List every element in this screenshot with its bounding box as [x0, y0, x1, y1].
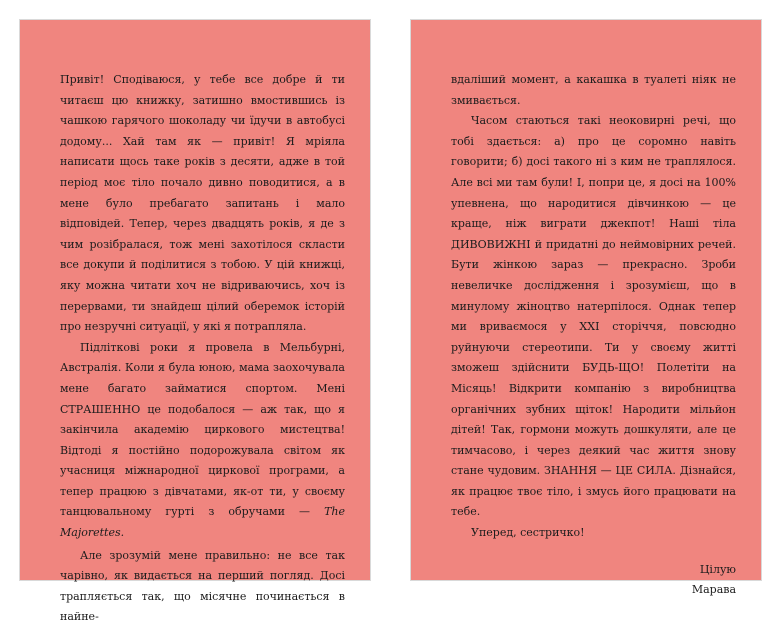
right-page-text	[451, 70, 736, 601]
troupe-name: The Majorettes.	[60, 505, 345, 540]
signature-block	[451, 560, 736, 601]
right-page	[411, 20, 761, 597]
paragraph-intro: Привіт! Сподіваюся, у тебе все добре й ти читаєш цю книжку, затишно вмостившись із чашкою гарячого шоколаду чи їдучи в автобусі додому... Хай там як — привіт! Я мріяла написати щось таке років з десяти, адже в той період моє тіло почало дивно поводитися, а в мене було пребагато запитань і мало відповідей. Тепер, через двадцять років, я де з чим розібралася, тож мені захотілося скласти все докупи й поділитися з тобою. У цій книжці, яку можна читати хоч не відриваючись, хоч із перервами, ти знайдеш цілий оберемок історій про незручні ситуації, у які я потрапляла.	[60, 73, 345, 334]
signature-name: Марава	[691, 583, 736, 597]
left-page	[20, 20, 370, 624]
paragraph-forward: Уперед, сестричко!	[471, 526, 585, 540]
left-page-text	[60, 70, 345, 628]
paragraph-understand: Але зрозумій мене правильно: не все так чарівно, як видається на перший погляд. Досі трапляється так, що місячне починається в найне-	[60, 548, 345, 624]
paragraph-teen-years	[60, 338, 345, 544]
signature-closing: Цілую	[699, 562, 736, 576]
paragraph-awkward-things: Часом стаються такі неоковирні речі, що тобі здається: а) про це соромно навіть говорити; б) досі такого ні з ким не траплялося. Але всі ми там були! І, попри це, я досі на 100% упевнена, що народитися дівчинкою — це краще, ніж виграти джекпот! Наші тіла ДИВОВИЖНІ й придатні до неймовірних речей. Бути жінкою зараз — прекрасно. Зроби невеличке дослідження і зрозумієш, що в минулому жіноцтво натерпілося. Однак тепер ми вриваємося у ХХІ сторіччя, повсюдно руйнуючи стереотипи. Ти у своєму житті зможеш здійснити БУДЬ-ЩО! Полетіти на Місяць! Відкрити компанію з виробництва органічних зубних щіток! Народити мільйон дітей! Так, гормони можуть дошкуляти, але це тимчасово, і через деякий час життя знову стане чудовим. ЗНАННЯ — ЦЕ СИЛА. Дізнайся, як працює твоє тіло, і змусь його працювати на тебе.	[451, 114, 736, 519]
paragraph-teen-years-text: Підліткові роки я провела в Мельбурні, Австралія. Коли я була юною, мама заохочувала мене багато займатися спортом. Мені СТРАШЕННО це подобалося — аж так, що я закінчила академію циркового мистецтва! Відтоді я постійно подорожувала світом як учасниця міжнародної циркової програми, а тепер працюю з дівчатами, як-от ти, у своєму танцювальному гурті з обручами —	[60, 340, 345, 519]
paragraph-continuation: вдаліший момент, а какашка в туалеті ніяк не змивається.	[451, 73, 736, 107]
